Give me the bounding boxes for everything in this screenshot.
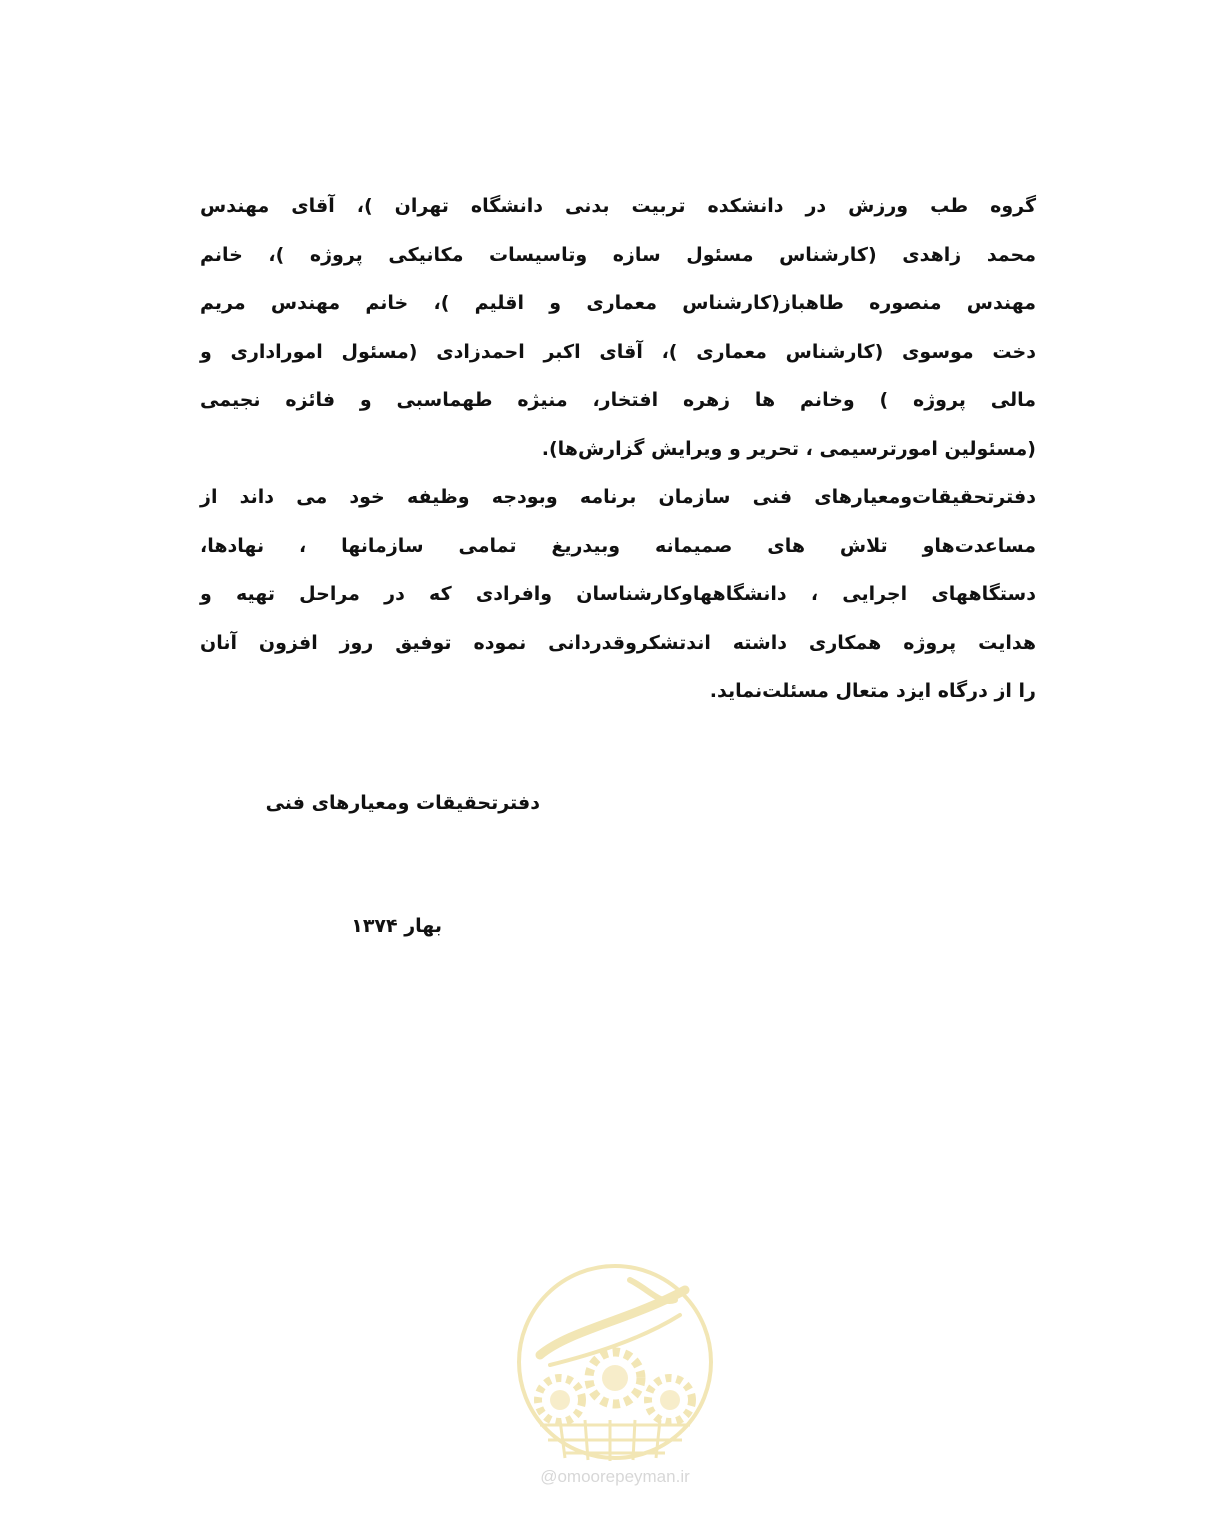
paragraph-line: مالی پروژه ) وخانم ها زهره افتخار، منیژه طهماسبی و فائزه نجیمی: [200, 389, 1036, 411]
document-date: بهار ۱۳۷۴: [351, 915, 442, 937]
paragraph-line: دخت موسوی (کارشناس معماری )، آقای اکبر احمدزادی (مسئول اموراداری و: [200, 340, 1036, 363]
paragraph-line: را از درگاه ایزد متعال مسئلت‌نماید.: [709, 680, 1036, 702]
paragraph-line: (مسئولین امورترسیمی ، تحریر و ویرایش گزارش‌ها).: [541, 437, 1036, 460]
paragraph-line: گروه طب ورزش در دانشکده تربیت بدنی دانشگاه تهران )، آقای مهندس: [200, 195, 1036, 217]
signature-office-name: دفترتحقیقات ومعیارهای فنی: [265, 792, 540, 814]
omoorepeyman-logo-icon: [510, 1260, 720, 1465]
paragraph-line: دستگاههای اجرایی ، دانشگاههاوکارشناسان وافرادی که در مراحل تهیه و: [200, 583, 1036, 605]
paragraph-line: محمد زاهدی (کارشناس مسئول سازه وتاسیسات مکانیکی پروژه )، خانم: [200, 243, 1036, 266]
watermark: [510, 1260, 720, 1500]
paragraph-line: دفترتحقیقات‌ومعیارهای فنی سازمان برنامه وبودجه وظیفه خود می داند از: [200, 486, 1036, 508]
paragraph-line: هدایت پروژه همکاری داشته اندتشکروقدردانی نموده توفیق روز افزون آنان: [200, 631, 1036, 654]
paragraph-line: مساعدت‌هاو تلاش های صمیمانه وبیدریغ تمامی سازمانها ، نهادها،: [200, 534, 1036, 557]
paragraph-line: مهندس منصوره طاهباز(کارشناس معماری و اقلیم )، خانم مهندس مریم: [200, 292, 1036, 314]
acknowledgement-paragraph: [200, 182, 1036, 716]
watermark-site-label: @omoorepeyman.ir: [540, 1467, 690, 1486]
